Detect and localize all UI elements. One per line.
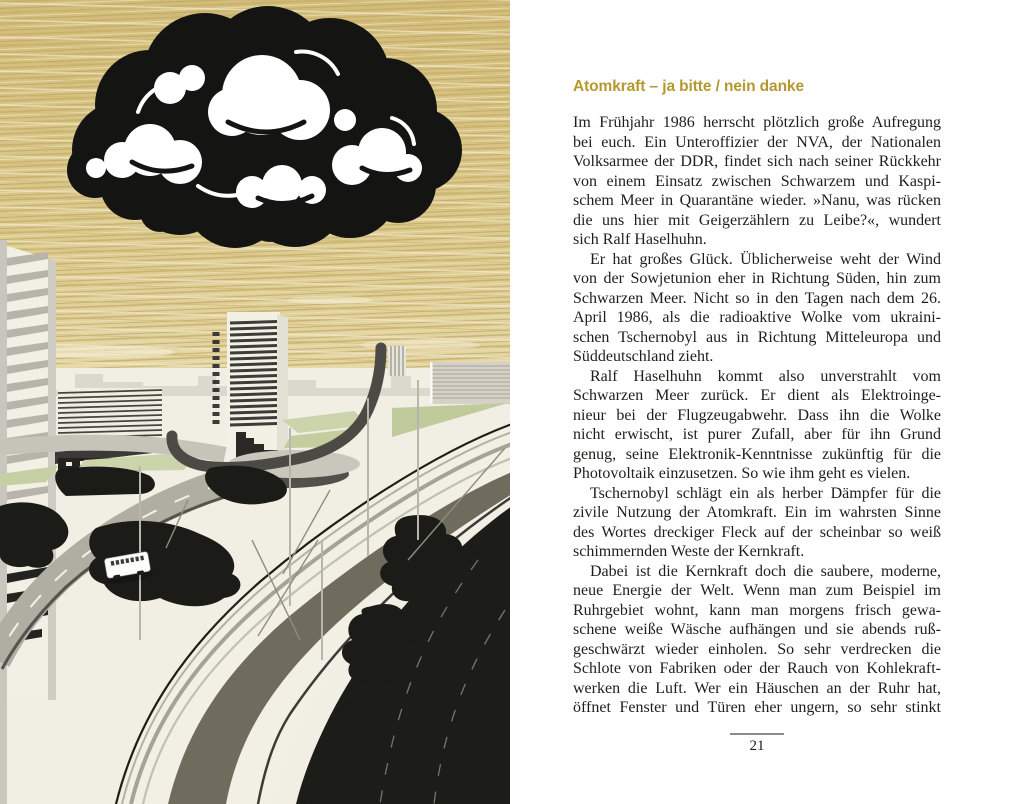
paragraph: [573, 484, 941, 562]
text-line: geschwärzt wieder einholen. So sehr verdrecken die: [573, 640, 941, 658]
right-small-building: [388, 346, 406, 376]
book-text-page: [573, 78, 941, 755]
text-line: April 1986, als die radioaktive Wolke vom ukraini-: [573, 309, 941, 326]
chapter-heading: Atomkraft – ja bitte / nein danke: [573, 78, 804, 95]
text-line: Ralf Haselhuhn kommt also unverstrahlt vom: [590, 367, 941, 385]
text-line: von der Sowjetunion eher in Richtung Süden, hin zum: [573, 270, 941, 287]
text-line: Dabei ist die Kernkraft doch die saubere, moderne,: [590, 562, 941, 580]
page-footer: [573, 733, 941, 755]
text-line: Volksarmee der DDR, findet sich nach seiner Rückkehr: [573, 153, 941, 170]
text-line: genug, seine Elektronik-Kenntnisse zukünftig für die: [573, 445, 941, 463]
text-line: zivile Nutzung der Atomkraft. Ein im wahrsten Sinne: [573, 504, 941, 521]
text-line: nieur bei der Flugzeugabwehr. Dass ihn die Wolke: [573, 406, 941, 424]
text-line: Schwarzen Meer. Nicht so in den Tagen nach dem 26.: [573, 289, 941, 307]
text-line: schene weiße Wäsche aufhängen und sie abends ruß-: [573, 621, 941, 638]
text-line: des Wortes dreckiger Fleck auf der scheinbar so weiß: [573, 523, 941, 541]
text-line: schen Tschernobyl aus in Richtung Mitteleuropa und: [573, 328, 941, 346]
text-line: werken die Luft. Wer ein Häuschen an der Ruhr hat,: [573, 679, 941, 697]
central-tower: [227, 312, 288, 470]
text-line: sich Ralf Haselhuhn.: [573, 231, 707, 248]
paragraph: [573, 250, 941, 367]
text-line: Im Frühjahr 1986 herrscht plötzlich große Aufregung: [573, 114, 941, 131]
text-line: Er hat großes Glück. Üblicherweise weht der Wind: [590, 250, 941, 268]
text-line: von einem Einsatz zwischen Schwarzem und Kaspi-: [573, 172, 941, 190]
paragraph: [573, 113, 941, 250]
text-line: schimmernden Weste der Kernkraft.: [573, 543, 805, 560]
text-line: die uns hier mit Geigerzählern zu Leibe?«, wundert: [573, 211, 941, 229]
text-line: neue Energie der Welt. Wenn man zum Beispiel im: [573, 582, 941, 599]
text-line: schem Meer in Quarantäne wieder. »Nanu, was rücken: [573, 192, 941, 209]
text-line: öffnet Fenster und Türen eher ungern, so sehr stinkt: [573, 699, 941, 716]
page-number-rule: [730, 733, 784, 735]
paragraph: [573, 367, 941, 484]
right-wide-building: [430, 362, 510, 404]
text-line: bei euch. Ein Unteroffizier der NVA, der Nationalen: [573, 133, 941, 151]
text-line: Photovoltaik einzusetzen. So wie ihm geht es vielen.: [573, 465, 911, 482]
text-line: Ruhrgebiet wohnt, kann man morgens frisch gewa-: [573, 601, 941, 619]
text-line: Schlote von Fabriken oder der Rauch von Kohlekraft-: [573, 660, 941, 677]
body-text: [573, 113, 941, 718]
page-number: 21: [749, 737, 765, 754]
text-line: Schwarzen Meer zurück. Er dient als Elektroinge-: [573, 387, 941, 404]
text-line: Tschernobyl schlägt ein als herber Dämpfer für die: [590, 484, 941, 502]
text-line: nicht erwischt, ist purer Zufall, aber für ihn Grund: [573, 426, 941, 443]
text-line: Süddeutschland zieht.: [573, 348, 714, 365]
paragraph: [573, 562, 941, 718]
